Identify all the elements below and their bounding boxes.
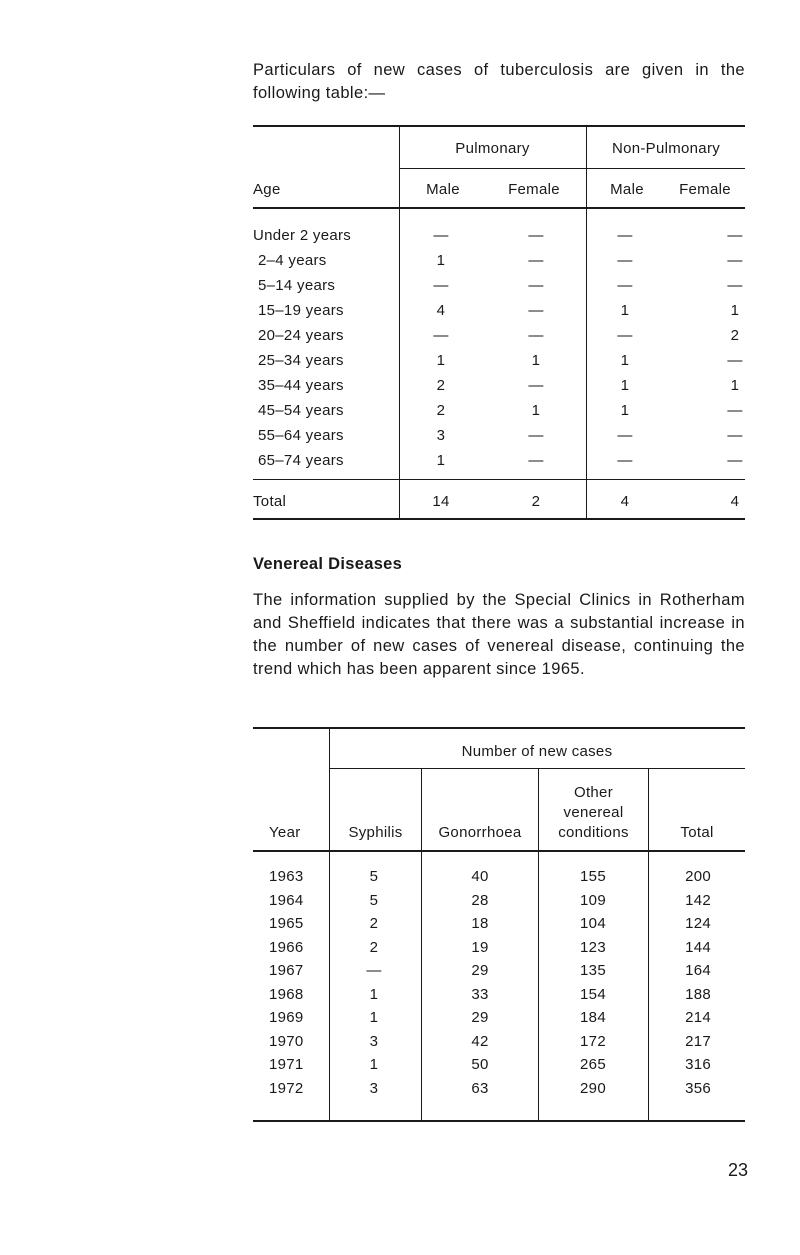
header-mid-rule xyxy=(399,168,745,169)
age-label: 35–44 years xyxy=(258,377,344,394)
table-cell: 1 xyxy=(436,252,446,269)
table-cell: 1 xyxy=(730,377,740,394)
age-label: 25–34 years xyxy=(258,352,344,369)
table-cell: — xyxy=(528,302,544,319)
year-header: Year xyxy=(269,824,301,841)
total-cell: 4 xyxy=(730,493,740,510)
table-cell: 4 xyxy=(436,302,446,319)
year-label: 1963 xyxy=(269,868,304,885)
table-bottom-rule xyxy=(253,518,745,520)
col-header: Gonorrhoea xyxy=(438,824,522,841)
total-cell: 4 xyxy=(620,493,630,510)
table-cell: — xyxy=(433,227,449,244)
gonorrhoea-col-rule xyxy=(538,768,539,1122)
age-label: 55–64 years xyxy=(258,427,344,444)
table-cell: — xyxy=(617,227,633,244)
intro-paragraph: Particulars of new cases of tuberculosis are given in the following table:— xyxy=(253,61,745,102)
table-cell: 33 xyxy=(471,986,489,1003)
table-cell: 18 xyxy=(471,915,489,932)
vd-header-bottom-rule xyxy=(253,850,745,852)
table-cell: — xyxy=(727,252,743,269)
table-cell: 19 xyxy=(471,939,489,956)
table-cell: — xyxy=(433,277,449,294)
total-cell: 164 xyxy=(685,962,711,979)
table-cell: 172 xyxy=(580,1033,606,1050)
table-cell: 1 xyxy=(369,1056,379,1073)
sub-header: Female xyxy=(679,181,731,198)
group-header: Number of new cases xyxy=(461,743,613,760)
col-header: venereal xyxy=(563,804,624,821)
table-cell: 123 xyxy=(580,939,606,956)
year-label: 1969 xyxy=(269,1009,304,1026)
total-label: Total xyxy=(253,493,287,510)
age-label: 15–19 years xyxy=(258,302,344,319)
age-label: 65–74 years xyxy=(258,452,344,469)
table-cell: 2 xyxy=(730,327,740,344)
venereal-diseases-paragraph: The information supplied by the Special Clinics in Rotherham and Sheffield indicates that there was a substantial increase in the number of new cases of venereal disease, continuing the trend which has been apparent since 1965. xyxy=(253,591,745,678)
year-label: 1964 xyxy=(269,892,304,909)
age-label: 45–54 years xyxy=(258,402,344,419)
table-cell: 1 xyxy=(436,452,446,469)
table-cell: 1 xyxy=(620,402,630,419)
col-header: Other xyxy=(573,784,613,801)
age-label: Under 2 years xyxy=(253,227,352,244)
table-cell: — xyxy=(528,327,544,344)
age-label: 20–24 years xyxy=(258,327,344,344)
table-cell: 2 xyxy=(369,939,379,956)
table-cell: 1 xyxy=(369,986,379,1003)
table-cell: — xyxy=(617,452,633,469)
pulmonary-header: Pulmonary xyxy=(455,140,530,157)
table-cell: 29 xyxy=(471,1009,489,1026)
header-bottom-rule xyxy=(253,207,745,209)
table-cell: 5 xyxy=(369,868,379,885)
table-cell: — xyxy=(528,427,544,444)
age-header: Age xyxy=(253,181,281,198)
table-cell: 40 xyxy=(471,868,489,885)
table-cell: — xyxy=(727,402,743,419)
table-cell: — xyxy=(433,327,449,344)
table-cell: — xyxy=(617,327,633,344)
age-label: 2–4 years xyxy=(258,252,327,269)
table-cell: 1 xyxy=(730,302,740,319)
other-col-rule xyxy=(648,768,649,1122)
table-cell: — xyxy=(617,277,633,294)
age-label: 5–14 years xyxy=(258,277,336,294)
total-cell: 316 xyxy=(685,1056,711,1073)
table-cell: — xyxy=(528,227,544,244)
table-cell: 1 xyxy=(369,1009,379,1026)
page-number: 23 xyxy=(728,1160,749,1180)
col-header: Syphilis xyxy=(348,824,403,841)
table-cell: 1 xyxy=(620,302,630,319)
col-header: conditions xyxy=(558,824,629,841)
vd-table-top-rule xyxy=(253,727,745,729)
totals-top-rule xyxy=(253,479,745,480)
col-header: Total xyxy=(680,824,714,841)
table-cell: 1 xyxy=(436,352,446,369)
table-cell: 29 xyxy=(471,962,489,979)
table-cell: — xyxy=(727,227,743,244)
vd-table-bottom-rule xyxy=(253,1120,745,1122)
table-cell: 2 xyxy=(436,402,446,419)
year-label: 1972 xyxy=(269,1080,304,1097)
table-cell: 104 xyxy=(580,915,606,932)
table-cell: 5 xyxy=(369,892,379,909)
table-cell: 2 xyxy=(369,915,379,932)
table-cell: 184 xyxy=(580,1009,606,1026)
venereal-diseases-heading: Venereal Diseases xyxy=(253,555,403,573)
total-cell: 142 xyxy=(685,892,711,909)
total-cell: 144 xyxy=(685,939,711,956)
year-label: 1967 xyxy=(269,962,304,979)
table-cell: 1 xyxy=(531,352,541,369)
table-cell: 135 xyxy=(580,962,606,979)
total-cell: 124 xyxy=(685,915,711,932)
total-cell: 356 xyxy=(685,1080,711,1097)
table-cell: 2 xyxy=(436,377,446,394)
table-cell: 1 xyxy=(531,402,541,419)
table-cell: 28 xyxy=(471,892,489,909)
table-cell: — xyxy=(727,277,743,294)
year-label: 1970 xyxy=(269,1033,304,1050)
table-cell: 290 xyxy=(580,1080,606,1097)
table-cell: 1 xyxy=(620,377,630,394)
table-cell: 154 xyxy=(580,986,606,1003)
table-cell: 3 xyxy=(369,1080,379,1097)
table-cell: 3 xyxy=(436,427,446,444)
table-cell: — xyxy=(366,962,382,979)
total-cell: 14 xyxy=(432,493,450,510)
table-cell: 42 xyxy=(471,1033,489,1050)
table-cell: 3 xyxy=(369,1033,379,1050)
sub-header: Male xyxy=(426,181,460,198)
total-cell: 2 xyxy=(531,493,541,510)
table-cell: 1 xyxy=(620,352,630,369)
year-label: 1968 xyxy=(269,986,304,1003)
table-cell: — xyxy=(727,352,743,369)
table-cell: — xyxy=(528,452,544,469)
year-label: 1971 xyxy=(269,1056,304,1073)
non-pulmonary-header: Non-Pulmonary xyxy=(611,140,721,157)
table-cell: — xyxy=(727,452,743,469)
table-cell: 155 xyxy=(580,868,606,885)
table-cell: — xyxy=(528,252,544,269)
table-cell: 50 xyxy=(471,1056,489,1073)
syphilis-col-rule xyxy=(421,768,422,1122)
table-top-rule xyxy=(253,125,745,127)
table-cell: — xyxy=(617,252,633,269)
table-cell: 265 xyxy=(580,1056,606,1073)
table-cell: — xyxy=(727,427,743,444)
total-cell: 217 xyxy=(685,1033,711,1050)
total-cell: 188 xyxy=(685,986,711,1003)
sub-header: Female xyxy=(508,181,560,198)
total-cell: 214 xyxy=(685,1009,711,1026)
sub-header: Male xyxy=(610,181,644,198)
vd-header-mid-rule xyxy=(329,768,745,769)
year-label: 1966 xyxy=(269,939,304,956)
total-cell: 200 xyxy=(685,868,711,885)
table-cell: 63 xyxy=(471,1080,489,1097)
year-label: 1965 xyxy=(269,915,304,932)
table-cell: 109 xyxy=(580,892,606,909)
year-col-rule xyxy=(329,727,330,1122)
table-cell: — xyxy=(528,377,544,394)
table-cell: — xyxy=(617,427,633,444)
table-cell: — xyxy=(528,277,544,294)
